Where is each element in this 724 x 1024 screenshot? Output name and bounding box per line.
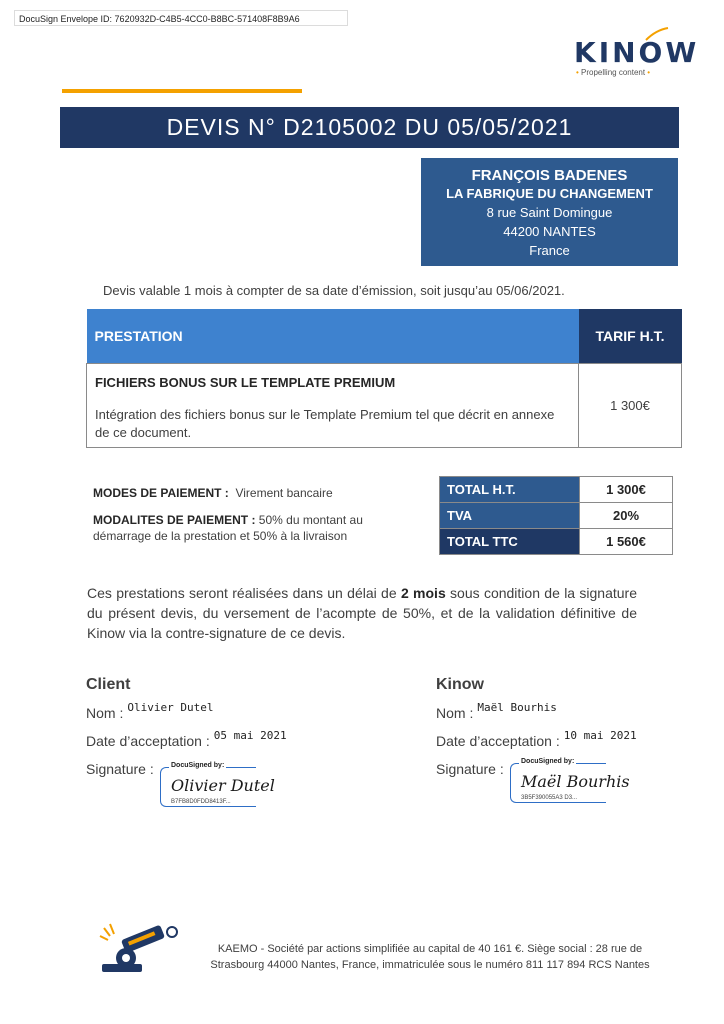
client-country: France	[529, 243, 570, 258]
payment-modalites-value: 50% du montant au démarrage de la prestation et 50% à la livraison	[93, 513, 363, 543]
payment-info	[93, 486, 423, 544]
client-nom-value: Olivier Dutel	[127, 701, 214, 714]
client-signature: Signature : DocuSigned by: Olivier Dutel B7FB8D0FDD8413F...	[86, 761, 275, 805]
client-signature-block	[86, 676, 346, 805]
payment-modes-label: MODES DE PAIEMENT :	[93, 486, 229, 500]
kinow-logo	[560, 26, 700, 82]
total-ht-value: 1 300€	[580, 477, 673, 503]
total-ttc-row	[440, 529, 673, 555]
validity-note: Devis valable 1 mois à compter de sa date d’émission, soit jusqu’au 05/06/2021.	[103, 283, 565, 298]
client-address-box	[421, 158, 678, 266]
payment-modes-value: Virement bancaire	[235, 486, 333, 500]
prestation-description: Intégration des fichiers bonus sur le Template Premium tel que décrit en annexe de ce document.	[95, 406, 555, 440]
total-ttc-label: TOTAL TTC	[440, 529, 580, 555]
client-date-value: 05 mai 2021	[213, 729, 287, 742]
client-company: LA FABRIQUE DU CHANGEMENT	[446, 186, 653, 201]
footer-legal: KAEMO - Société par actions simplifiée au capital de 40 161 €. Siège social : 28 rue de Strasbourg 44000 Nantes, France, immatriculée sous le numéro 811 117 894 RCS Nantes	[210, 943, 650, 971]
col-prestation: PRESTATION	[87, 309, 579, 363]
kinow-signature-image: Maël Bourhis	[521, 772, 630, 791]
prestation-price: 1 300€	[579, 363, 682, 447]
tva-label: TVA	[440, 503, 580, 529]
prestation-cell	[87, 363, 579, 447]
accent-bar	[62, 89, 302, 93]
kinow-docusign-box: DocuSigned by: Maël Bourhis 3B5F390055A3 D3...	[510, 763, 606, 803]
tva-row	[440, 503, 673, 529]
client-nom: Nom : $^{Olivier Dutel}$	[86, 701, 214, 721]
kinow-signature-block	[436, 676, 696, 801]
kinow-heading: Kinow	[436, 676, 484, 693]
kinow-nom: Nom : $^{Maël Bourhis}$	[436, 701, 557, 721]
table-row	[87, 363, 682, 447]
client-street: 8 rue Saint Domingue	[486, 205, 613, 220]
kinow-signature: Signature : DocuSigned by: Maël Bourhis 3B5F390055A3 D3...	[436, 758, 630, 801]
kinow-date-value: 10 mai 2021	[563, 729, 637, 742]
col-tarif: TARIF H.T.	[579, 309, 682, 363]
cannon-mascot-icon	[98, 922, 180, 974]
prestation-table	[86, 309, 682, 448]
totals-table	[439, 476, 673, 555]
tva-value: 20%	[580, 503, 673, 529]
logo-tagline: • Propelling content •	[576, 68, 651, 77]
payment-modalites-label: MODALITES DE PAIEMENT :	[93, 513, 256, 527]
client-docusign-box: DocuSigned by: Olivier Dutel B7FB8D0FDD8413F...	[160, 767, 256, 807]
total-ht-row	[440, 477, 673, 503]
conditions-paragraph: Ces prestations seront réalisées dans un délai de 2 mois sous condition de la signature du présent devis, du versement de l’acompte de 50%, et de la validation définitive de Kinow via la contre-signature de ce devis.	[87, 585, 638, 641]
client-date: Date d’acceptation : $^{05 mai 2021}$	[86, 729, 287, 749]
total-ht-label: TOTAL H.T.	[440, 477, 580, 503]
client-signature-image: Olivier Dutel	[171, 776, 275, 795]
prestation-header-row	[87, 309, 682, 363]
client-heading: Client	[86, 676, 131, 693]
client-name: FRANÇOIS BADENES	[471, 167, 628, 184]
logo-wordmark: KINOW	[574, 36, 700, 69]
kinow-nom-value: Maël Bourhis	[477, 701, 557, 714]
document-title: DEVIS N° D2105002 DU 05/05/2021	[60, 107, 679, 148]
client-city: 44200 NANTES	[503, 224, 596, 239]
prestation-title: FICHIERS BONUS SUR LE TEMPLATE PREMIUM	[95, 374, 396, 390]
kinow-date: Date d’acceptation : $^{10 mai 2021}$	[436, 729, 637, 749]
total-ttc-value: 1 560€	[580, 529, 673, 555]
docusign-envelope-id: DocuSign Envelope ID: 7620932D-C4B5-4CC0-B8BC-571408F8B9A6	[14, 10, 348, 26]
